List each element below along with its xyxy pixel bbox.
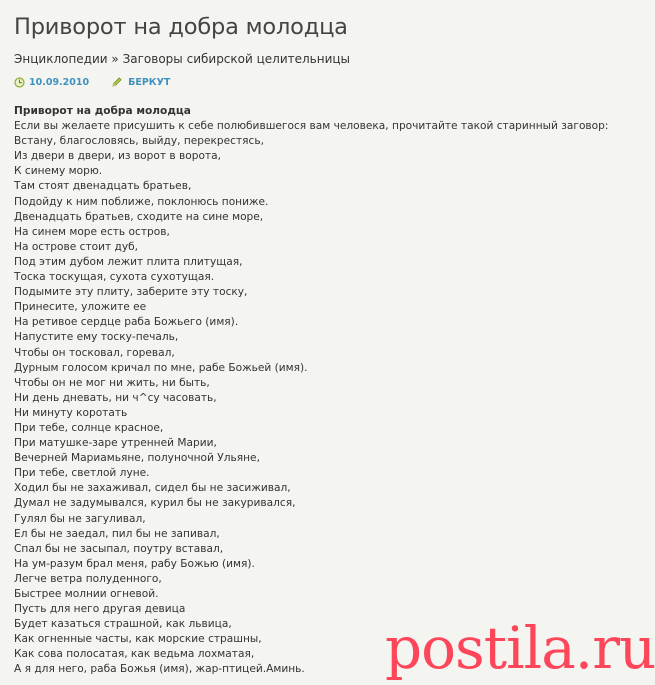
post-line: Подойду к ним поближе, поклонюсь пониже. [14,195,269,208]
page-title: Приворот на добра молодца [14,14,348,40]
post-line: Двенадцать братьев, сходите на сине море, [14,210,264,223]
post-line: Думал не задумывался, курил бы не закуривался, [14,497,296,510]
post-line: Ел бы не заедал, пил бы не запивал, [14,527,220,540]
post-line: Спал бы не засыпал, поутру вставал, [14,542,224,555]
post-line: Принесите, уложите ее [14,301,147,314]
post-line: Тоска тоскущая, сухота сухотущая. [14,271,215,284]
watermark-logo [363,612,655,685]
post-line: При матушке-заре утренней Марии, [14,437,217,450]
post-line: На острове стоит дуб, [14,240,139,253]
post-body [14,104,609,678]
post-line: При тебе, солнце красное, [14,421,164,434]
post-line: Как огненные часты, как морские страшны, [14,633,262,646]
post-line: Подымите эту плиту, заберите эту тоску, [14,286,248,299]
post-lines [14,119,609,677]
post-line: Чтобы он тосковал, горевал, [14,346,175,359]
post-line: При тебе, светлой луне. [14,467,150,480]
post-date-text: 10.09.2010 [29,76,90,88]
post-line: Там стоят двенадцать братьев, [14,180,192,193]
post-line: Будет казаться страшной, как львица, [14,618,232,631]
post-line: Чтобы он не мог ни жить, ни быть, [14,376,210,389]
watermark-text: postila.ru [385,614,655,682]
post-line: Ходил бы не захаживал, сидел бы не засиживал, [14,482,291,495]
post-meta [14,74,586,90]
clock-icon [14,77,25,88]
post-line: Гулял бы не загуливал, [14,512,146,525]
post-heading: Приворот на добра молодца [14,105,191,117]
post-line: Дурным голосом кричал по мне, рабе Божьей (имя). [14,361,308,374]
post-date [14,77,89,88]
post-line: Вечерней Мариамьяне, полуночной Ульяне, [14,452,260,465]
post-line: Ни минуту коротать [14,406,128,419]
author-link[interactable]: БЕРКУТ [128,76,171,88]
pencil-icon [111,76,123,88]
post-author [111,76,170,88]
post-line: Как сова полосатая, как ведьма лохматая, [14,648,255,661]
post-line: Легче ветра полуденного, [14,572,162,585]
breadcrumb-separator: » [111,52,119,66]
post-line: Встану, благословясь, выйду, перекрестясь, [14,135,264,148]
post-line: Из двери в двери, из ворот в ворота, [14,150,221,163]
post-line: Если вы желаете присушить к себе полюбившегося вам человека, прочитайте такой старинный заговор: [14,120,609,133]
post-line: Быстрее молнии огневой. [14,588,159,600]
post-line: На ретивое сердце раба Божьего (имя). [14,316,239,329]
post-line: На синем море есть остров, [14,225,170,238]
breadcrumb-link-current[interactable]: Заговоры сибирской целительницы [122,52,351,66]
post-line: К синему морю. [14,165,103,178]
post-line: Пусть для него другая девица [14,603,186,616]
post-line: Под этим дубом лежит плита плитущая, [14,255,243,268]
post-line: Напустите ему тоску-печаль, [14,331,179,344]
breadcrumb-link-encyclopedias[interactable]: Энциклопедии [14,52,108,66]
post-line: А я для него, раба Божья (имя), жар-птицей.Аминь. [14,663,305,676]
post-line: На ум-разум брал меня, рабу Божью (имя). [14,557,255,570]
post-line: Ни день дневать, ни ч^су часовать, [14,391,217,404]
breadcrumb [14,51,586,67]
